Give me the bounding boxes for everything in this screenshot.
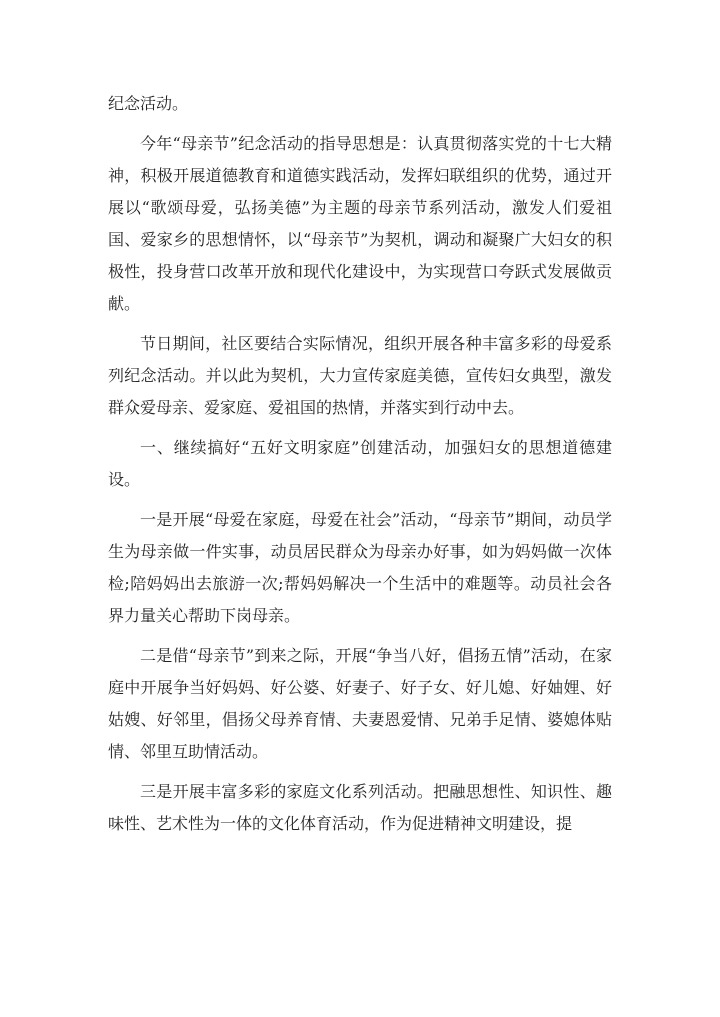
paragraph-holiday-activities: 节日期间，社区要结合实际情况，组织开展各种丰富多彩的母爱系列纪念活动。并以此为契机，大力宣传家庭美德，宣传妇女典型，激发群众爱母亲、爱家庭、爱祖国的热情，并落实到行动中去。 xyxy=(108,334,612,417)
paragraph-item-one: 一是开展“母爱在家庭，母爱在社会”活动，“母亲节”期间，动员学生为母亲做一件实事，动员居民群众为母亲办好事，如为妈妈做一次体检;陪妈妈出去旅游一次;帮妈妈解决一个生活中的难题等。动员社会各界力量关心帮助下岗母亲。 xyxy=(108,510,612,625)
document-body xyxy=(108,88,612,848)
paragraph-continuation: 纪念活动。 xyxy=(108,94,189,113)
paragraph-item-three: 三是开展丰富多彩的家庭文化系列活动。把融思想性、知识性、趣味性、艺术性为一体的文化体育活动，作为促进精神文明建设，提 xyxy=(108,782,612,833)
paragraph-section-one-heading: 一、继续搞好“五好文明家庭”创建活动，加强妇女的思想道德建设。 xyxy=(108,438,612,489)
paragraph-guiding-principle: 今年“母亲节”纪念活动的指导思想是：认真贯彻落实党的十七大精神，积极开展道德教育和道德实践活动，发挥妇联组织的优势，通过开展以“歌颂母爱，弘扬美德”为主题的母亲节系列活动，激发人们爱祖国、爱家乡的思想情怀，以“母亲节”为契机，调动和凝聚广大妇女的积极性，投身营口改革开放和现代化建设中，为实现营口夸跃式发展做贡献。 xyxy=(108,134,612,313)
paragraph-item-two: 二是借“母亲节”到来之际，开展“争当八好，倡扬五情”活动，在家庭中开展争当好妈妈、好公婆、好妻子、好子女、好儿媳、好妯娌、好姑嫂、好邻里，倡扬父母养育情、夫妻恩爱情、兄弟手足情、婆媳体贴情、邻里互助情活动。 xyxy=(108,646,612,761)
